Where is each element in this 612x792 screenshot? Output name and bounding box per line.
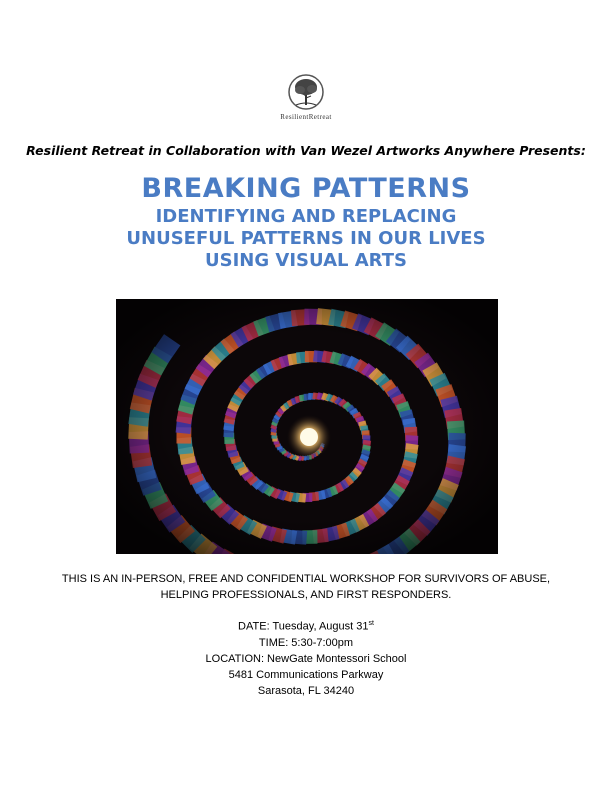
event-address-line-1: 5481 Communications Parkway <box>228 668 384 681</box>
spiral-graphic <box>116 299 498 554</box>
description-line-1: THIS IS AN IN-PERSON, FREE AND CONFIDENTIAL WORKSHOP FOR SURVIVORS OF ABUSE, <box>61 573 551 585</box>
tree-circle-icon <box>286 72 326 112</box>
event-location: LOCATION: NewGate Montessori School <box>205 652 407 665</box>
subtitle-line-1: IDENTIFYING AND REPLACING <box>155 206 457 227</box>
event-details <box>0 616 612 699</box>
subtitle-line-2: UNUSEFUL PATTERNS IN OUR LIVES <box>126 228 486 249</box>
logo <box>270 72 342 132</box>
event-time: TIME: 5:30-7:00pm <box>258 636 354 649</box>
event-date-suffix: st <box>368 620 374 627</box>
event-address-line-2: Sarasota, FL 34240 <box>257 684 355 697</box>
description-line-2: HELPING PROFESSIONALS, AND FIRST RESPONDERS. <box>160 589 452 601</box>
subtitle <box>0 206 612 272</box>
page-title: BREAKING PATTERNS <box>141 173 471 204</box>
subtitle-line-3: USING VISUAL ARTS <box>205 250 407 271</box>
presents-line: Resilient Retreat in Collaboration with Van Wezel Artworks Anywhere Presents: <box>26 143 586 158</box>
description <box>0 571 612 603</box>
event-date <box>0 616 612 635</box>
logo-name: ResilientRetreat <box>280 113 332 121</box>
spiral-stained-glass-photo <box>116 299 498 554</box>
event-date-text: DATE: Tuesday, August 31 <box>238 620 369 633</box>
